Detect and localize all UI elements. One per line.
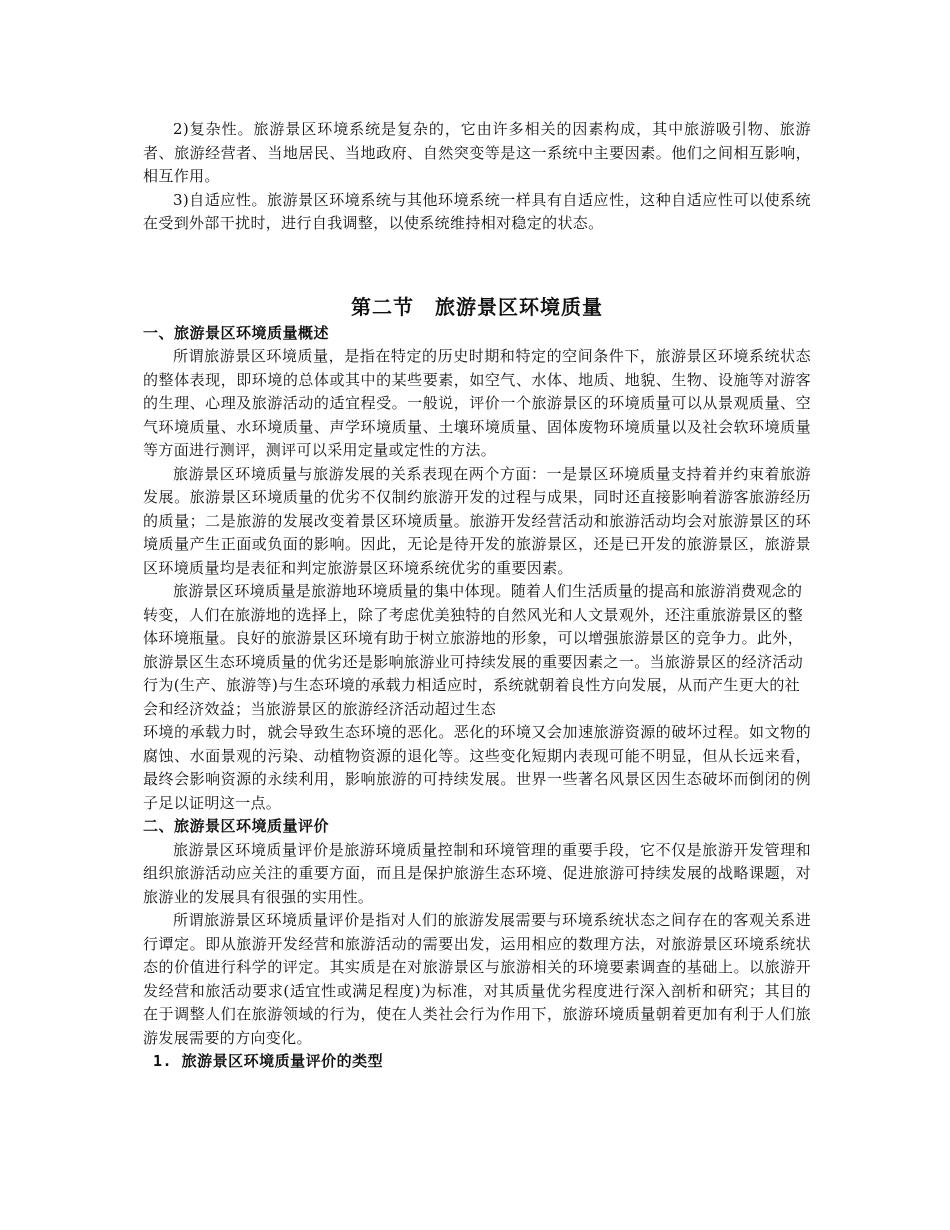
paragraph-degradation: 环境的承载力时，就会导致生态环境的恶化。恶化的环境又会加速旅游资源的破坏过程。如文物的腐蚀、水面景观的污染、动植物资源的退化等。这些变化短期内表现可能不明显，但从长远来看，最终会影响资源的永续利用，影响旅游的可持续发展。世界一些著名风景区因生态破坏而倒闭的例子足以证明这一点。 [143, 723, 811, 812]
paragraph-relationship: 旅游景区环境质量与旅游发展的关系表现在两个方面：一是景区环境质量支持着并约束着旅游发展。旅游景区环境质量的优劣不仅制约旅游开发的过程与成果，同时还直接影响着游客旅游经历的质量；二是旅游的发展改变着景区环境质量。旅游开发经营活动和旅游活动均会对旅游景区的环境质量产生正面或负面的影响。因此，无论是待开发的旅游景区，还是已开发的旅游景区，旅游景区环境质量均是表征和判定旅游景区环境系统优劣的重要因素。 [143, 464, 811, 577]
heading-overview: 一、旅游景区环境质量概述 [143, 323, 330, 342]
spacer [143, 236, 811, 292]
subheading-evaluation-types: 1. 旅游景区环境质量评价的类型 [153, 1052, 384, 1070]
paragraph-evaluation-definition: 所谓旅游景区环境质量评价是指对人们的旅游发展需要与环境系统状态之间存在的客观关系进行谭定。即从旅游开发经营和旅游活动的需要出发，运用相应的数理方法，对旅游景区环境系统状态的价值进行科学的评定。其实质是在对旅游景区与旅游相关的环境要素调查的基础上。以旅游开发经营和旅活动要求(适宜性或满足程度)为标准，对其质量优劣程度进行深入剖析和研究；其目的在于调整人们在旅游领域的行为，使在人类社会行为作用下，旅游环境质量朝着更加有利于人们旅游发展需要的方向变化。 [143, 911, 811, 1047]
heading-evaluation: 二、旅游景区环境质量评价 [143, 817, 330, 835]
paragraph-definition: 所谓旅游景区环境质量，是指在特定的历史时期和特定的空间条件下，旅游景区环境系统状态的整体表现，即环境的总体或其中的某些要素，如空气、水体、地质、地貌、生物、设施等对游客的生理、心理及旅游活动的适宜程受。一般说，评价一个旅游景区的环境质量可以从景观质量、空气环境质量、水环境质量、声学环境质量、土壤环境质量、固体废物环境质量以及社会软环境质量等方面进行测评，测评可以采用定量或定性的方法。 [143, 347, 811, 459]
paragraph-concentration: 旅游景区环境质量是旅游地环境质量的集中体现。随着人们生活质量的提高和旅游消费观念的转变，人们在旅游地的选择上，除了考虑优美独特的自然风光和人文景观外，还注重旅游景区的整体环境瓶量。良好的旅游景区环境有助于树立旅游地的形象，可以增强旅游景区的竞争力。此外，旅游景区生态环境质量的优劣还是影响旅游业可持续发展的重要因素之一。当旅游景区的经济活动行为(生产、旅游等)与生态环境的承载力相适应时，系统就朝着良性方向发展，从而产生更大的社会和经济效益；当旅游景区的旅游经济活动超过生态 [143, 582, 804, 718]
section-title: 第二节 旅游景区环境质量 [351, 294, 603, 319]
paragraph-evaluation-importance: 旅游景区环境质量评价是旅游环境质量控制和环境管理的重要手段，它不仅是旅游开发管理和组织旅游活动应关注的重要方面，而且是保护旅游生态环境、促进旅游可持续发展的战略课题，对旅游业的发展具有很强的实用性。 [143, 840, 811, 906]
paragraph-adaptivity: 3)自适应性。旅游景区环境系统与其他环境系统一样具有自适应性，这种自适应性可以使系统在受到外部干扰时，进行自我调整，以使系统维持相对稳定的状态。 [143, 190, 811, 232]
paragraph-complexity: 2)复杂性。旅游景区环境系统是复杂的，它由许多相关的因素构成，其中旅游吸引物、旅游者、旅游经营者、当地居民、当地政府、自然突变等是这一系统中主要因素。他们之间相互影响，相互作用。 [143, 120, 811, 185]
document-page [143, 118, 811, 1074]
